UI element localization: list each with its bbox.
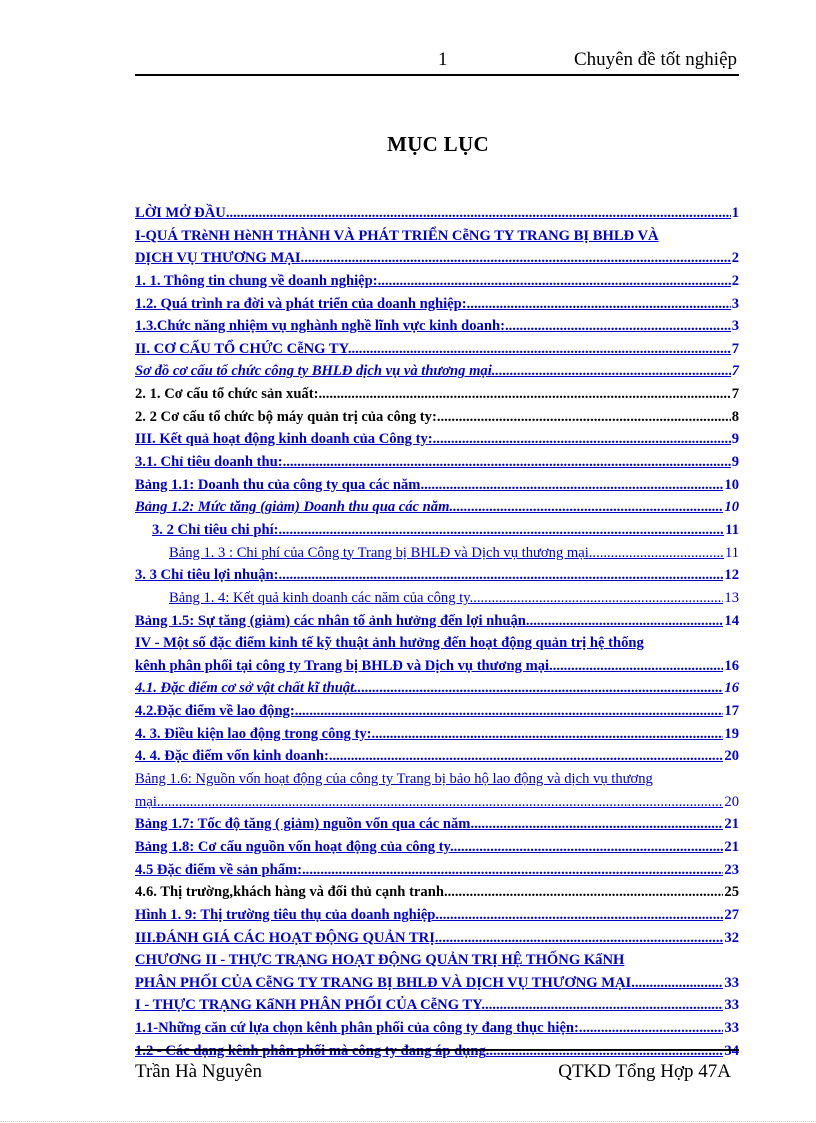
dot-leader (279, 567, 739, 583)
toc-entry-text (135, 202, 739, 225)
dot-leader (329, 748, 739, 764)
toc-entry-label: kênh phân phối tại công ty Trang bị BHLĐ và Dịch vụ thương mại. (135, 657, 553, 674)
toc-page-number: 34 (723, 1040, 739, 1063)
toc-entry[interactable] (135, 451, 739, 474)
toc-page-number: 20 (723, 745, 739, 768)
dot-leader (589, 545, 739, 561)
toc-entry-label: 3. 2 Chỉ tiêu chi phí: (152, 521, 279, 538)
toc-entry-text (135, 881, 739, 904)
toc-entry-text (135, 474, 739, 497)
toc-entry-label: Bảng 1. 4: Kết quả kinh doanh các năm của công ty (169, 589, 470, 606)
dot-leader (435, 907, 739, 923)
toc-page-number: 33 (723, 972, 739, 995)
toc-entry[interactable] (135, 655, 739, 678)
toc-entry-text (135, 383, 739, 406)
toc-entry-text (135, 406, 739, 429)
footer-author: Trần Hà Nguyên (135, 1061, 263, 1082)
dot-leader (481, 997, 739, 1013)
toc-entry-label: 1.2. Quá trình ra đời và phát triển của doanh nghiệp: (135, 295, 467, 312)
toc-entry[interactable] (135, 859, 739, 882)
toc-entry-text (169, 542, 739, 565)
toc-entry[interactable] (135, 1017, 739, 1040)
toc-entry-text (135, 972, 739, 995)
toc-page-number: 20 (723, 791, 739, 814)
dot-leader (295, 703, 739, 719)
toc-entry-label: 4. 4. Đặc điểm vốn kinh doanh: (135, 748, 329, 765)
toc-entry-label: 4.6. Thị trường,khách hàng và đối thủ cạnh tranh (135, 884, 444, 901)
toc-entry[interactable] (135, 360, 739, 383)
toc-entry[interactable] (135, 723, 739, 746)
toc-entry-text (135, 610, 739, 633)
toc-entry[interactable] (135, 745, 739, 768)
dot-leader (283, 454, 739, 470)
toc-entry[interactable] (135, 542, 739, 565)
toc-page-number: 21 (723, 813, 739, 836)
toc-page-number: 11 (724, 542, 739, 565)
toc-entry-label: 4. 3. Điều kiện lao động trong công ty: (135, 725, 372, 742)
toc-page-number: 16 (723, 655, 739, 678)
toc-entry[interactable] (135, 836, 739, 859)
toc-entry-label: mại (135, 793, 157, 810)
dot-leader (226, 205, 739, 221)
toc-entry[interactable] (135, 927, 739, 950)
dot-leader (301, 250, 739, 266)
toc-entry-label: Bảng 1.7: Tốc độ tăng ( giảm) nguồn vốn qua các năm (135, 816, 471, 833)
dot-leader (467, 296, 739, 312)
toc-page-number: 9 (731, 428, 739, 451)
toc-page-number: 3 (731, 315, 739, 338)
toc-entry-label: LỜI MỞ ĐẦU (135, 205, 226, 221)
toc-entry-label: Bảng 1.6: Nguồn vốn hoạt động của công ty Trang bị bảo hộ lao động và dịch vụ thương (135, 771, 653, 788)
toc-page-number: 10 (723, 474, 739, 497)
toc-entry[interactable] (135, 202, 739, 225)
toc-entry[interactable] (135, 994, 739, 1017)
toc-entry-text (135, 859, 739, 882)
page-edge-rule (0, 1121, 816, 1122)
toc-entry-label: 4.2.Đặc điểm về lao động: (135, 703, 295, 720)
toc-entry[interactable] (135, 632, 739, 655)
toc-entry-text (135, 564, 739, 587)
toc-entry-text (135, 994, 739, 1017)
toc-entry[interactable] (135, 904, 739, 927)
page-number: 1 (438, 49, 448, 70)
toc-entry-label: 2. 1. Cơ cấu tổ chức sản xuất: (135, 386, 319, 403)
toc-entry-label: Bảng 1.8: Cơ cấu nguồn vốn hoạt động của công ty (135, 838, 451, 855)
toc-entry-label: III. Kết quả hoạt động kinh doanh của Công ty: (135, 431, 433, 448)
toc-entry-text (135, 1017, 739, 1040)
toc-entry-text (135, 723, 739, 746)
toc-entry-label: 1.3.Chức năng nhiệm vụ nghành nghề lĩnh vực kinh doanh: (135, 318, 505, 335)
toc-entry[interactable] (135, 293, 739, 316)
toc-entry-text (135, 768, 739, 791)
toc-entry-label: 4.1. Đặc điểm cơ sở vật chất kĩ thuật (135, 680, 355, 697)
toc-page-number: 3 (731, 293, 739, 316)
toc-entry-text (135, 270, 739, 293)
toc-entry-text (135, 836, 739, 859)
toc-entry-text (135, 677, 739, 700)
toc-page-number: 1 (731, 202, 739, 225)
toc-page-number: 8 (731, 406, 739, 429)
footer-class: QTKD Tổng Hợp 47A (558, 1061, 731, 1082)
toc-page-number: 10 (723, 496, 739, 519)
dot-leader (437, 409, 739, 425)
toc-page-number: 2 (731, 247, 739, 270)
toc-title: MỤC LỤC (387, 132, 489, 156)
toc-entry[interactable] (135, 383, 739, 406)
toc-entry-label: Bảng 1.2: Mức tăng (giảm) Doanh thu qua các năm (135, 499, 450, 516)
toc-entry-label: Hình 1. 9: Thị trường tiêu thụ của doanh nghiệp (135, 906, 436, 923)
toc-entry-text (135, 791, 739, 814)
toc-page-number: 14 (723, 610, 739, 633)
header-title: Chuyên đề tốt nghiệp (573, 49, 737, 70)
toc-entry-text (135, 451, 739, 474)
toc-entry-text (169, 587, 739, 610)
toc-entry-label: PHÂN PHỐI CỦA CễNG TY TRANG BỊ BHLĐ VÀ DỊCH VỤ THƯƠNG MẠI (135, 974, 632, 991)
toc-entry[interactable] (135, 791, 739, 814)
toc-entry-text (152, 519, 739, 542)
dot-leader (420, 477, 739, 493)
toc-entry-text (135, 745, 739, 768)
toc-page-number: 33 (723, 1017, 739, 1040)
toc-entry-text (135, 927, 739, 950)
toc-entry[interactable] (135, 225, 739, 248)
page-header (135, 46, 739, 76)
toc-page-number: 21 (723, 836, 739, 859)
toc-page-number: 17 (723, 700, 739, 723)
toc-entry-label: I-QUÁ TRèNH HèNH THÀNH VÀ PHÁT TRIỂN CễNG TY TRANG BỊ BHLĐ VÀ (135, 227, 659, 244)
dot-leader (450, 839, 739, 855)
toc-page-number: 23 (723, 859, 739, 882)
toc-entry-text (135, 813, 739, 836)
toc-entry-label: DỊCH VỤ THƯƠNG MẠI (135, 250, 301, 267)
toc-page-number: 9 (731, 451, 739, 474)
toc-entry-label: Bảng 1. 3 : Chi phí của Công ty Trang bị BHLĐ và Dịch vụ thương mại (169, 544, 589, 561)
toc-entry[interactable] (135, 519, 739, 542)
toc-entry-label: IV - Một số đặc điểm kinh tế kỹ thuật ảnh hưởng đến hoạt động quản trị hệ thống (135, 635, 644, 652)
toc-entry-label: 2. 2 Cơ cấu tổ chức bộ máy quản trị của công ty: (135, 408, 437, 425)
toc-entry-label: 1.1-Những căn cứ lựa chọn kênh phân phối của công ty đang thục hiện: (135, 1020, 579, 1037)
page-footer (135, 1049, 739, 1081)
dot-leader (505, 318, 739, 334)
toc-entry-label: I - THỰC TRẠNG KấNH PHÂN PHỐI CỦA CễNG TY (135, 997, 482, 1014)
dot-leader (435, 930, 739, 946)
toc-entry[interactable] (135, 496, 739, 519)
toc-page-number: 25 (723, 881, 739, 904)
toc-entry-label: Sơ đồ cơ cấu tổ chức công ty BHLĐ dịch vụ và thương mại (135, 363, 492, 380)
toc-page-number: 13 (723, 587, 739, 610)
toc-entry-text (135, 225, 739, 248)
dot-leader (444, 884, 739, 900)
dot-leader (279, 522, 740, 538)
toc-entry[interactable] (135, 610, 739, 633)
toc-entry-text (135, 496, 739, 519)
toc-page-number: 19 (723, 723, 739, 746)
toc-entry[interactable] (135, 881, 739, 904)
toc-entry[interactable] (135, 270, 739, 293)
toc-page-number: 7 (731, 360, 739, 383)
dot-leader (318, 386, 739, 402)
toc-entry[interactable] (135, 338, 739, 361)
dot-leader (449, 499, 739, 515)
toc-entry[interactable] (135, 949, 739, 972)
toc-entry[interactable] (135, 677, 739, 700)
toc-entry-text (135, 338, 739, 361)
toc-entry-text (135, 315, 739, 338)
toc-entry-text (135, 293, 739, 316)
dot-leader (348, 341, 739, 357)
toc-entry-label: 1. 1. Thông tin chung về doanh nghiệp: (135, 272, 378, 289)
dot-leader (157, 794, 739, 810)
toc-entry[interactable] (135, 247, 739, 270)
dot-leader (372, 726, 740, 742)
dot-leader (492, 363, 739, 379)
dot-leader (470, 816, 739, 832)
toc-page-number: 2 (731, 270, 739, 293)
toc-entry[interactable] (135, 813, 739, 836)
toc-entry[interactable] (135, 315, 739, 338)
toc-entry[interactable] (135, 972, 739, 995)
toc-entry-label: 3.1. Chỉ tiêu doanh thu: (135, 454, 283, 471)
toc-entry-text (135, 904, 739, 927)
toc-entry-text (135, 700, 739, 723)
toc-entry[interactable] (135, 474, 739, 497)
dot-leader (378, 273, 739, 289)
toc-entry-label: 4.5 Đặc điểm về sản phẩm: (135, 861, 303, 878)
dot-leader (579, 1020, 739, 1036)
toc-entry-label: Bảng 1.5: Sự tăng (giảm) các nhân tố ảnh hưởng đến lợi nhuận (135, 612, 526, 629)
dot-leader (553, 658, 739, 674)
toc-entry-label: II. CƠ CẤU TỔ CHỨC CễNG TY (135, 340, 348, 357)
toc-entry-text (135, 428, 739, 451)
toc-page-number: 7 (731, 383, 739, 406)
toc-page-number: 11 (724, 519, 739, 542)
toc-entry[interactable] (135, 587, 739, 610)
toc-page-number: 33 (723, 994, 739, 1017)
toc-entry-text (135, 655, 739, 678)
toc-page-number: 7 (731, 338, 739, 361)
toc-entry-label: Bảng 1.1: Doanh thu của công ty qua các năm (135, 476, 421, 493)
toc-entry[interactable] (135, 406, 739, 429)
toc-page-number: 12 (723, 564, 739, 587)
toc-entry-label: 3. 3 Chỉ tiêu lợi nhuận: (135, 567, 279, 584)
toc-entry-label: 1.2 - Các dạng kênh phân phối mà công ty đang áp dụng (135, 1042, 486, 1059)
toc-entry[interactable] (135, 428, 739, 451)
toc-entry[interactable] (135, 700, 739, 723)
toc-entry[interactable] (135, 564, 739, 587)
toc-entry-text (135, 949, 739, 972)
table-of-contents (135, 202, 739, 1062)
dot-leader (433, 431, 739, 447)
toc-page-number: 32 (723, 927, 739, 950)
toc-entry-text (135, 360, 739, 383)
toc-entry-text (135, 632, 739, 655)
toc-entry[interactable] (135, 768, 739, 791)
toc-entry-label: CHƯƠNG II - THỰC TRẠNG HOẠT ĐỘNG QUẢN TRỊ HỆ THỐNG KấNH (135, 952, 625, 969)
dot-leader (302, 862, 739, 878)
dot-leader (354, 680, 739, 696)
toc-page-number: 16 (723, 677, 739, 700)
dot-leader (470, 590, 739, 606)
dot-leader (526, 613, 739, 629)
toc-page-number: 27 (723, 904, 739, 927)
toc-entry-text (135, 247, 739, 270)
toc-entry-label: III.ĐÁNH GIÁ CÁC HOẠT ĐỘNG QUẢN TRỊ (135, 929, 435, 946)
